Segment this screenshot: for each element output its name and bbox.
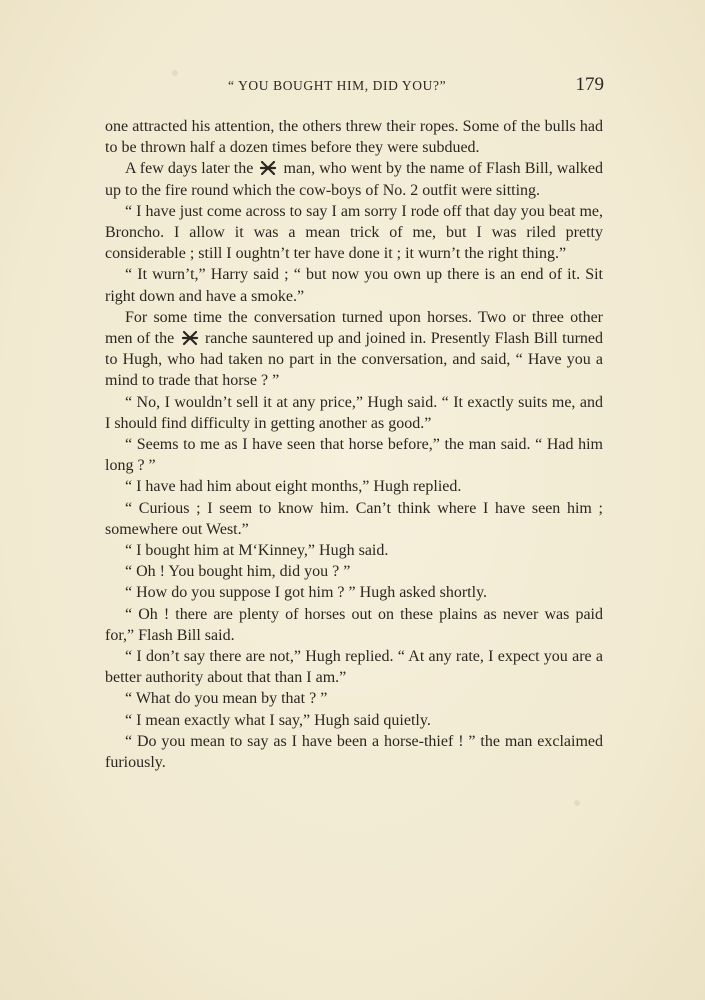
paragraph-text: A few days later the [125, 160, 258, 178]
running-head-title: “ YOU BOUGHT HIM, DID YOU?” [228, 78, 447, 93]
paper-spot [172, 70, 178, 76]
paragraph [105, 731, 603, 773]
paragraph [105, 498, 603, 540]
body-text [105, 116, 603, 773]
paragraph-text: “ Oh ! You bought him, did you ? ” [125, 563, 351, 581]
paragraph-text: “ I don’t say there are not,” Hugh replied. “ At any rate, I expect you are a better authority about that than I am.” [105, 648, 603, 687]
paragraph [105, 476, 603, 497]
paragraph [105, 561, 603, 582]
paragraph-text: For some time the conversation turned upon horses. Two or three other men of the [105, 308, 603, 348]
paragraph [105, 582, 603, 603]
paragraph-text: “ I mean exactly what I say,” Hugh said quietly. [125, 711, 431, 729]
paragraph [105, 710, 603, 731]
paragraph-text: one attracted his attention, the others threw their ropes. Some of the bulls had to be thrown half a dozen times before they were subdued. [105, 118, 603, 157]
crossed-brand-mark-icon [180, 330, 200, 346]
paragraph [105, 201, 603, 265]
paragraph-text: “ It wurn’t,” Harry said ; “ but now you own up there is an end of it. Sit right down and have a smoke.” [105, 266, 603, 305]
paragraph [105, 307, 603, 392]
paragraph [105, 604, 603, 646]
paragraph-text: “ What do you mean by that ? ” [125, 690, 328, 708]
paragraph-text: “ Do you mean to say as I have been a horse-thief ! ” the man exclaimed furiously. [105, 732, 603, 772]
paragraph-text: “ Seems to me as I have seen that horse before,” the man said. “ Had him long ? ” [105, 436, 603, 475]
paragraph [105, 434, 603, 476]
crossed-brand-mark-icon [258, 160, 278, 176]
paragraph-text: man, who went by the name of Flash Bill, walked up to the fire round which the cow-boys of No. 2 outfit were sitting. [105, 160, 604, 199]
paragraph-text: “ I have just come across to say I am sorry I rode off that day you beat me, Broncho. I allow it was a mean trick of me, but I was riled pretty considerable ; still I oughtn’t ter have done it ; it wurn’t the right thing.” [105, 202, 603, 263]
paragraph-text: “ Curious ; I seem to know him. Can’t think where I have seen him ; somewhere out West.” [105, 499, 603, 538]
paragraph [105, 646, 603, 688]
paragraph-text: “ How do you suppose I got him ? ” Hugh asked shortly. [125, 584, 488, 602]
paragraph [105, 158, 603, 200]
paragraph-text: ranche sauntered up and joined in. Presently Flash Bill turned to Hugh, who had taken no part in the conversation, and said, “ Have you a mind to trade that horse ? ” [105, 330, 604, 390]
paragraph [105, 116, 603, 158]
paragraph [105, 688, 603, 709]
paragraph [105, 264, 603, 306]
paragraph-text: “ No, I wouldn’t sell it at any price,” Hugh said. “ It exactly suits me, and I should find difficulty in getting another as good.” [105, 393, 603, 432]
running-head [104, 74, 604, 100]
paragraph-text: “ Oh ! there are plenty of horses out on these plains as never was paid for,” Flash Bill said. [105, 605, 603, 644]
paragraph [105, 392, 603, 434]
paper-spot [574, 800, 580, 806]
paragraph-text: “ I bought him at M‘Kinney,” Hugh said. [125, 542, 389, 560]
page-number: 179 [575, 74, 604, 95]
paragraph-text: “ I have had him about eight months,” Hugh replied. [125, 478, 462, 496]
paragraph [105, 540, 603, 561]
